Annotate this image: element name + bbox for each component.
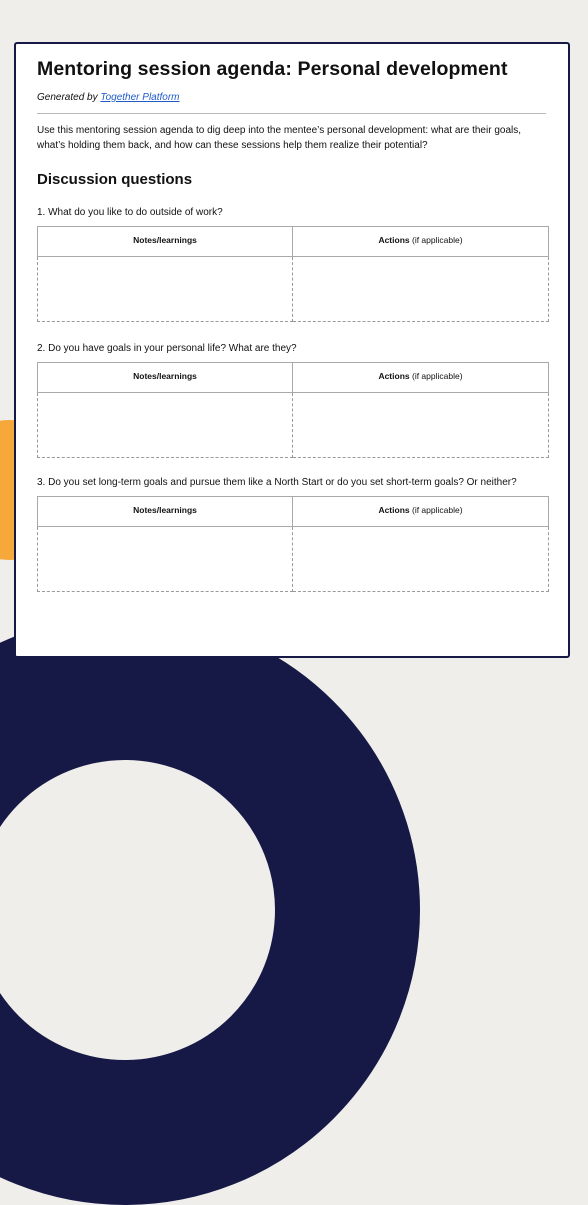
- actions-header-suffix: (if applicable): [411, 371, 463, 381]
- actions-header-label: Actions: [378, 235, 410, 245]
- notes-header-label: Notes/learnings: [133, 371, 197, 381]
- header-divider: [37, 113, 546, 114]
- question-3-table: [37, 496, 549, 592]
- notes-cell[interactable]: [37, 527, 293, 592]
- actions-cell[interactable]: [293, 527, 549, 592]
- notes-cell[interactable]: [37, 257, 293, 322]
- decorative-navy-ring: [0, 615, 420, 1205]
- actions-cell[interactable]: [293, 393, 549, 458]
- notes-header-label: Notes/learnings: [133, 235, 197, 245]
- notes-header-label: Notes/learnings: [133, 505, 197, 515]
- actions-header: [293, 226, 549, 257]
- document-page: [14, 42, 570, 658]
- generated-by-label: Generated by: [37, 92, 98, 103]
- actions-header-suffix: (if applicable): [411, 235, 463, 245]
- notes-header: [37, 226, 293, 257]
- actions-header-suffix: (if applicable): [411, 505, 463, 515]
- notes-cell[interactable]: [37, 393, 293, 458]
- actions-header-label: Actions: [378, 371, 410, 381]
- generated-by-line: [37, 92, 546, 103]
- actions-header-label: Actions: [378, 505, 410, 515]
- question-1: 1. What do you like to do outside of work?: [37, 207, 223, 218]
- question-3: 3. Do you set long-term goals and pursue them like a North Start or do you set short-term goals? Or neither?: [37, 477, 517, 488]
- notes-header: [37, 496, 293, 527]
- document-title: Mentoring session agenda: Personal development: [37, 58, 508, 80]
- question-2: 2. Do you have goals in your personal life? What are they?: [37, 343, 297, 354]
- notes-header: [37, 362, 293, 393]
- together-platform-link[interactable]: Together Platform: [100, 92, 180, 103]
- question-1-table: [37, 226, 549, 322]
- actions-cell[interactable]: [293, 257, 549, 322]
- actions-header: [293, 496, 549, 527]
- actions-header: [293, 362, 549, 393]
- question-2-table: [37, 362, 549, 458]
- intro-paragraph: Use this mentoring session agenda to dig deep into the mentee’s personal development: what are their goals, what’s holding them back, and how can these sessions help them realize their potential?: [37, 125, 522, 151]
- section-title: Discussion questions: [37, 171, 193, 188]
